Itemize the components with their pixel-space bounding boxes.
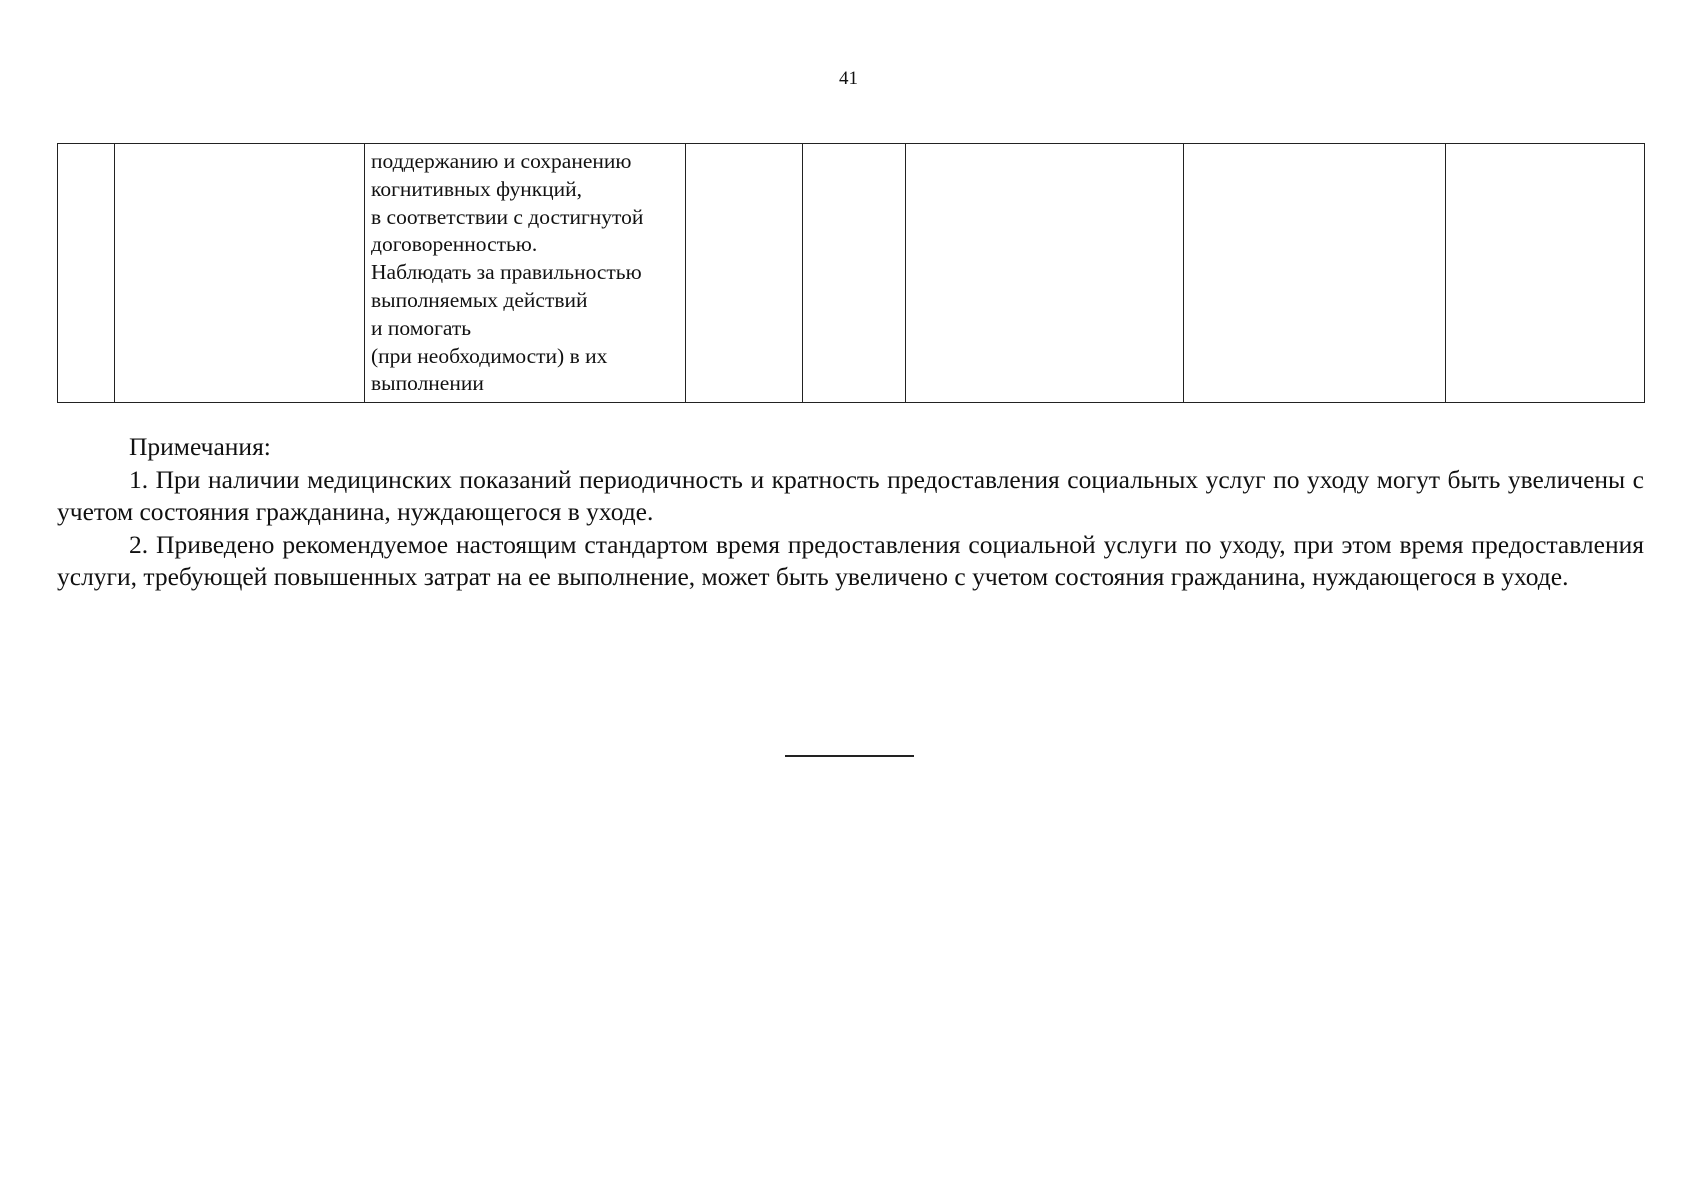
note-2: 2. Приведено рекомендуемое настоящим стандартом время предоставления социальной услуги по уходу, при этом время предоставления услуги, требующей повышенных затрат на ее выполнение, может быть увеличено с учетом состояния гражданина, нуждающегося в уходе.: [57, 529, 1644, 591]
notes-section: [57, 431, 1644, 594]
table-cell-col8: [1446, 144, 1645, 403]
cell-text-line: и помогать: [371, 315, 472, 340]
table-cell-col4: [686, 144, 803, 403]
table-row: [58, 144, 1645, 403]
note-1: 1. При наличии медицинских показаний периодичность и кратность предоставления социальных услуг по уходу могут быть увеличены с учетом состояния гражданина, нуждающегося в уходе.: [57, 464, 1644, 526]
cell-text-line: договоренностью.: [371, 232, 538, 257]
table-cell-col5: [803, 144, 906, 403]
table-cell-service-name: [115, 144, 365, 403]
cell-text-line: (при необходимости) в их: [371, 343, 608, 368]
table-cell-number: [58, 144, 115, 403]
cell-text-line: выполнении: [371, 371, 484, 396]
table-cell-col7: [1184, 144, 1446, 403]
cell-text-line: в соответствии с достигнутой: [371, 204, 644, 229]
cell-text-line: когнитивных функций,: [371, 176, 583, 201]
notes-heading: Примечания:: [129, 432, 271, 461]
table-cell-col6: [906, 144, 1184, 403]
cell-text-line: Наблюдать за правильностью: [371, 260, 642, 285]
cell-text-line: выполняемых действий: [371, 287, 588, 312]
standard-table: [57, 143, 1645, 403]
end-of-document-rule: [785, 755, 914, 757]
table-cell-description: [365, 144, 686, 403]
cell-text-line: поддержанию и сохранению: [371, 149, 632, 173]
page-number: 41: [839, 68, 858, 89]
